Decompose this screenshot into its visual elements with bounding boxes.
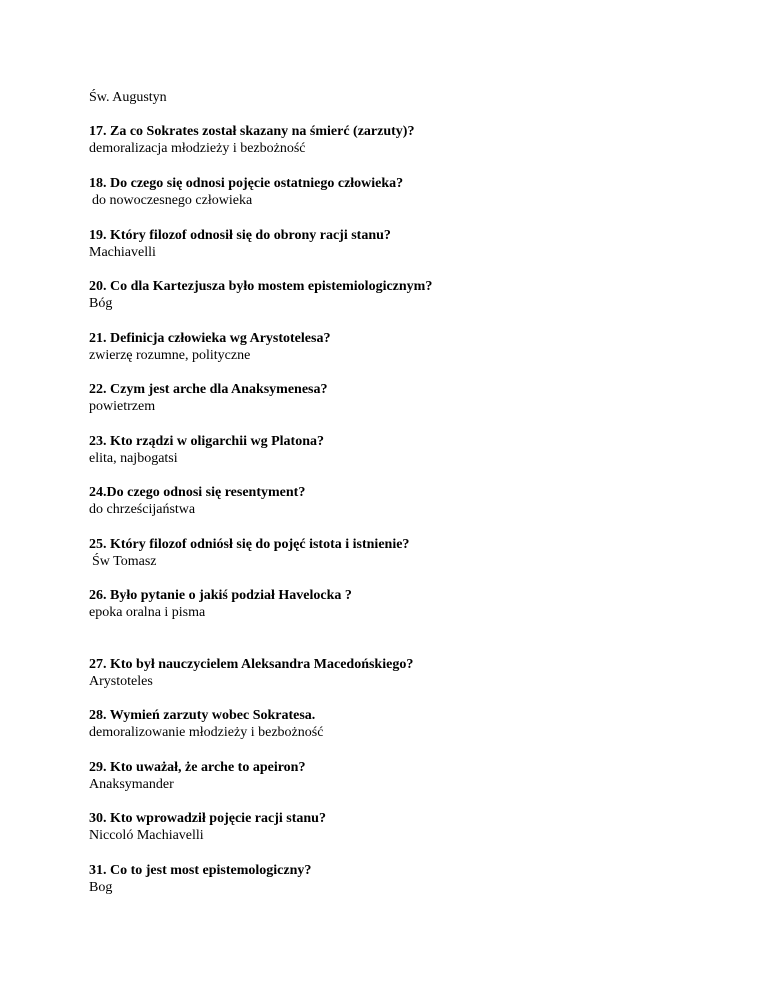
question-18: 18. Do czego się odnosi pojęcie ostatniego człowieka?: [89, 176, 404, 191]
question-24: 24.Do czego odnosi się resentyment?: [89, 485, 306, 500]
answer-29: Anaksymander: [89, 777, 174, 792]
answer-17: demoralizacja młodzieży i bezbożność: [89, 141, 306, 156]
answer-25: Św Tomasz: [92, 554, 157, 569]
answer-21: zwierzę rozumne, polityczne: [89, 348, 251, 363]
answer-24: do chrześcijaństwa: [89, 502, 196, 517]
question-31: 31. Co to jest most epistemologiczny?: [89, 863, 312, 878]
answer-18: do nowoczesnego człowieka: [92, 193, 253, 208]
question-30: 30. Kto wprowadził pojęcie racji stanu?: [89, 811, 326, 826]
question-26: 26. Było pytanie o jakiś podział Havelocka ?: [89, 588, 352, 603]
answer-26: epoka oralna i pisma: [89, 605, 206, 620]
question-22: 22. Czym jest arche dla Anaksymenesa?: [89, 382, 328, 397]
answer-20: Bóg: [89, 296, 113, 311]
answer-19: Machiavelli: [89, 245, 156, 260]
question-19: 19. Który filozof odnosił się do obrony racji stanu?: [89, 228, 391, 243]
question-20: 20. Co dla Kartezjusza było mostem epistemiologicznym?: [89, 279, 433, 294]
answer-28: demoralizowanie młodzieży i bezbożność: [89, 725, 324, 740]
question-17: 17. Za co Sokrates został skazany na śmierć (zarzuty)?: [89, 124, 415, 139]
answer-30: Niccoló Machiavelli: [89, 828, 204, 843]
question-23: 23. Kto rządzi w oligarchii wg Platona?: [89, 434, 324, 449]
answer-23: elita, najbogatsi: [89, 451, 178, 466]
question-27: 27. Kto był nauczycielem Aleksandra Macedońskiego?: [89, 657, 414, 672]
question-25: 25. Który filozof odniósł się do pojęć istota i istnienie?: [89, 537, 410, 552]
intro-answer: Św. Augustyn: [89, 90, 167, 105]
question-21: 21. Definicja człowieka wg Arystotelesa?: [89, 331, 331, 346]
answer-22: powietrzem: [89, 399, 156, 414]
question-28: 28. Wymień zarzuty wobec Sokratesa.: [89, 708, 316, 723]
answer-27: Arystoteles: [89, 674, 153, 689]
question-29: 29. Kto uważał, że arche to apeiron?: [89, 760, 306, 775]
answer-31: Bog: [89, 880, 113, 895]
